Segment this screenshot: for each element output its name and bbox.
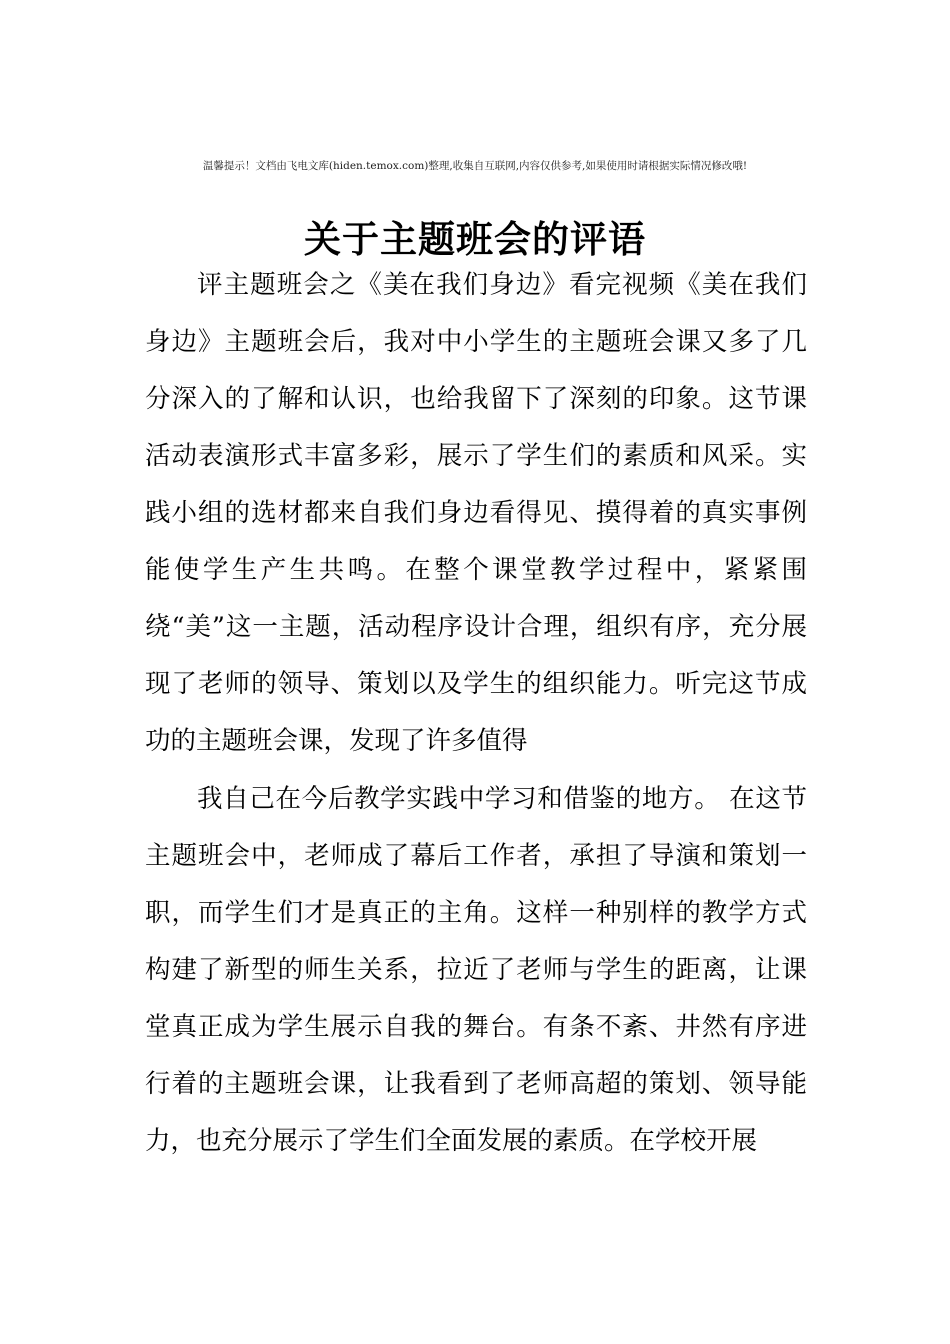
body-paragraph-2: 我自己在今后教学实践中学习和借鉴的地方。 在这节主题班会中，老师成了幕后工作者，承担了导演和策划一职，而学生们才是真正的主角。这样一种别样的教学方式构建了新型的师生关系，拉近了老师与学生的距离，让课堂真正成为学生展示自我的舞台。有条不紊、井然有序进行着的主题班会课，让我看到了老师高超的策划、领导能力，也充分展示了学生们全面发展的素质。在学校开展 — [145, 784, 807, 1156]
header-notice: 温馨提示！文档由飞电文库(hiden.temox.com)整理,收集自互联网,内容仅供参考,如果使用时请根据实际情况修改哦! — [202, 160, 748, 172]
body-paragraph-1: 评主题班会之《美在我们身边》看完视频《美在我们身边》主题班会后，我对中小学生的主题班会课又多了几分深入的了解和认识，也给我留下了深刻的印象。这节课活动表演形式丰富多彩，展示了学生们的素质和风采。实践小组的选材都来自我们身边看得见、摸得着的真实事例能使学生产生共鸣。在整个课堂教学过程中，紧紧围绕“美”这一主题，活动程序设计合理，组织有序，充分展现了老师的领导、策划以及学生的组织能力。听完这节成功的主题班会课，发现了许多值得 — [145, 270, 807, 756]
document-title: 关于主题班会的评语 — [304, 216, 646, 261]
